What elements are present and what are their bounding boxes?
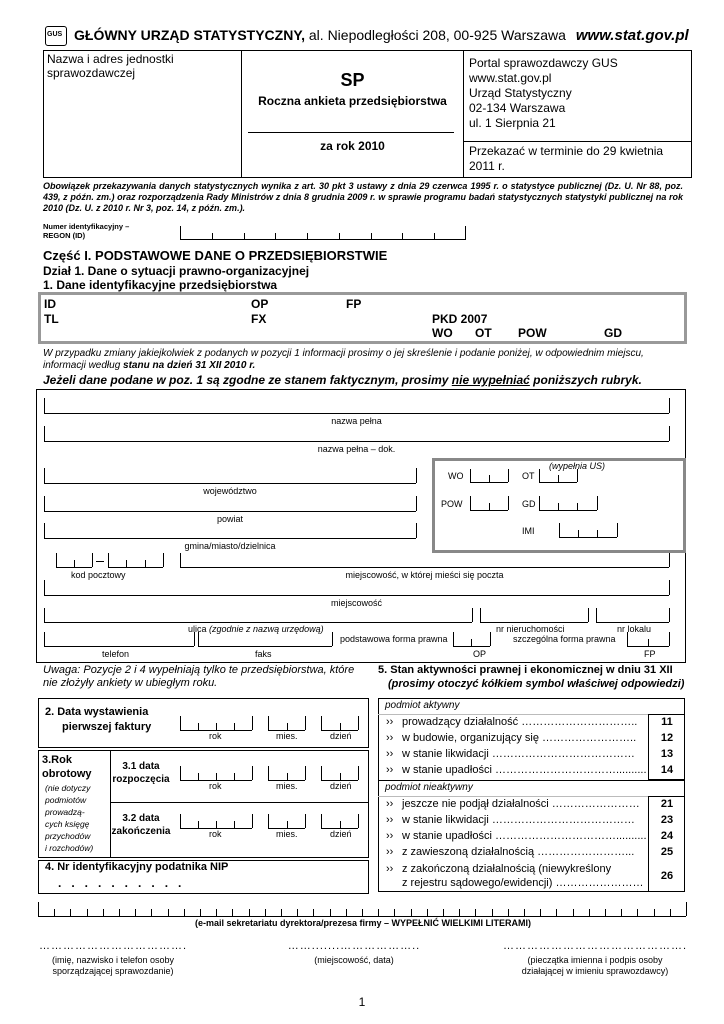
postal-code-label: kod pocztowy (71, 570, 126, 580)
remark-line-2: nie złożyły ankiety w ubiegłym roku. (43, 677, 218, 689)
portal-line: Urząd Statystyczny (469, 86, 572, 100)
op-code: OP (251, 297, 269, 311)
signature-reporter (500, 941, 690, 977)
bullet-icon: ›› (386, 846, 394, 858)
page-number: 1 (358, 995, 366, 1009)
flat-no-label: nr lokalu (617, 624, 652, 634)
status-option-14[interactable] (386, 764, 647, 776)
item5-sub: (prosimy otoczyć kółkiem symbol właściwej odpowiedzi) (388, 678, 685, 690)
regon-input[interactable] (180, 226, 466, 240)
status-option-24[interactable] (386, 830, 647, 842)
change-note-date: stanu na dzień 31 XII 2010 r. (120, 360, 256, 371)
portal-info (469, 56, 618, 131)
inactive-header: podmiot nieaktywny (385, 782, 473, 793)
status-label: z zawieszoną działalnością ……………………... (402, 846, 635, 858)
agree-note (43, 373, 642, 387)
bullet-icon: ›› (386, 716, 394, 728)
us-pow-label: POW (441, 499, 463, 509)
status-option-23[interactable] (386, 814, 635, 826)
status-option-21[interactable] (386, 798, 640, 810)
status-code-24[interactable]: 24 (660, 830, 674, 842)
status-label-cont: z rejestru sądowego/ewidencji) …………………… (402, 877, 644, 889)
status-option-26[interactable] (386, 862, 643, 890)
item3-note-line: (nie dotyczy (45, 783, 91, 793)
office-address: al. Niepodległości 208, 00-925 Warszawa (305, 27, 566, 43)
status-code-12[interactable]: 12 (660, 732, 674, 744)
item3-start-1: 3.1 data (122, 761, 160, 772)
status-code-11[interactable]: 11 (661, 716, 673, 728)
us-ot-label: OT (522, 471, 535, 481)
form-year: za rok 2010 (320, 139, 385, 153)
status-label: w stanie upadłości …………………………….......... (402, 830, 647, 842)
item5-title: 5. Stan aktywności prawnej i ekonomicznej w dniu 31 XII (378, 664, 673, 676)
pow-code: POW (518, 326, 547, 340)
regon-label-2: REGON (ID) (43, 231, 86, 240)
regon-label-1: Numer identyfikacyjny – (43, 222, 130, 231)
specific-form-label: szczególna forma prawna (513, 634, 616, 644)
gus-logo (45, 26, 67, 46)
bullet-icon: ›› (386, 748, 394, 760)
bullet-icon: ›› (386, 830, 394, 842)
signature-dots[interactable]: ………………………………………. (502, 940, 688, 952)
signature-preparer (38, 941, 188, 977)
item3-start-title (110, 760, 172, 786)
status-label: z zakończoną działalnością (niewykreślony (402, 863, 612, 875)
bullet-icon: ›› (386, 764, 394, 776)
gd-code: GD (604, 326, 622, 340)
change-note (43, 348, 683, 372)
portal-line: 02-134 Warszawa (469, 101, 566, 115)
portal-line: Portal sprawozdawczy GUS (469, 56, 618, 70)
fax-label: faks (255, 649, 272, 659)
status-code-13[interactable]: 13 (660, 748, 674, 760)
office-name: GŁÓWNY URZĄD STATYSTYCZNY, (74, 27, 305, 43)
fp-code: FP (346, 297, 362, 311)
item2-title-2: pierwszej faktury (62, 721, 152, 733)
office-website[interactable]: www.stat.gov.pl (575, 27, 689, 44)
status-label: w stanie likwidacji ………………………………… (402, 748, 635, 760)
status-option-11[interactable] (386, 716, 637, 728)
bullet-icon: ›› (386, 798, 394, 810)
voivodeship-label: województwo (203, 486, 257, 496)
item3-note-line: cych księgę (45, 819, 90, 829)
phone-label: telefon (102, 649, 130, 659)
street-label-text: ulica (188, 624, 207, 634)
basic-form-label: podstawowa forma prawna (340, 634, 448, 644)
email-label: (e-mail sekretariatu dyrektora/prezesa firmy – WYPEŁNIĆ WIELKIMI LITERAMI) (194, 918, 532, 928)
street-label (188, 624, 324, 634)
legal-note: Obowiązek przekazywania danych statystycznych wynika z art. 30 pkt 3 ustawy z dnia 29 czerwca 1995 r. o statystyce publicznej (Dz. U. Nr 88, poz. 439, z późn. zm.) oraz rozporządzenia Rady Ministrów z dnia 8 grudnia 2009 r. w sprawie programu badań statystycznych statystyki publicznej na rok 2010 (Dz. U. z 2010 r. Nr 3, poz. 14, z późn. zm.). (43, 181, 683, 213)
full-name-cont-label: nazwa pełna – dok. (317, 444, 396, 454)
us-note: (wypełnia US) (549, 461, 606, 471)
status-label: jeszcze nie podjął działalności …………………… (402, 798, 640, 810)
status-code-23[interactable]: 23 (660, 814, 674, 826)
full-name-label: nazwa pełna (331, 416, 382, 426)
section1-title: Dział 1. Dane o sytuacji prawno-organizacyjnej (43, 264, 310, 278)
status-label: w stanie likwidacji ………………………………… (402, 814, 635, 826)
agree-note-end: poniższych rubryk. (529, 373, 642, 387)
item3-start-rok: rok (209, 781, 222, 791)
regon-label (43, 222, 129, 240)
remark-line-1: Uwaga: Pozycje 2 i 4 wypełniają tylko te przedsiębiorstwa, które (43, 664, 355, 676)
post-town-label: miejscowość, w której mieści się poczta (345, 570, 504, 580)
item3-note-line: przychodów (45, 831, 91, 841)
item3-title-1: 3.Rok (42, 754, 72, 766)
item3-title (42, 753, 92, 781)
bullet-icon: ›› (386, 814, 394, 826)
change-note-text: W przypadku zmiany jakiejkolwiek z podanych w pozycji 1 informacji prosimy o jej skreślenie i podanie poniżej, w odpowiednim miejscu, informacji według (43, 348, 644, 371)
signature-label-1: (pieczątka imienna i podpis osoby (527, 955, 663, 965)
status-label: prowadzący działalność ………………………….. (402, 716, 638, 728)
wo-code: WO (432, 326, 453, 340)
item3-note-line: podmiotów (45, 795, 87, 805)
active-header: podmiot aktywny (385, 700, 460, 711)
gus-logo-text: GUS (47, 31, 63, 38)
item2-title (45, 705, 151, 735)
item3-end-1: 3.2 data (122, 813, 160, 824)
item3-title-2: obrotowy (42, 768, 92, 780)
item4-title: 4. Nr identyfikacyjny podatnika NIP (45, 861, 229, 873)
municipality-label: gmina/miasto/dzielnica (184, 541, 276, 551)
portal-line: ul. 1 Sierpnia 21 (469, 116, 556, 130)
status-code-14[interactable]: 14 (660, 764, 674, 776)
district-label: powiat (216, 514, 243, 524)
id-box (38, 292, 687, 344)
id-code: ID (44, 297, 56, 311)
us-gd-label: GD (522, 499, 536, 509)
bullet-icon: ›› (386, 732, 394, 744)
agree-note-underlined: nie wypełniać (451, 373, 530, 387)
unit-name-label: Nazwa i adres jednostki sprawozdawczej (47, 52, 174, 80)
item3-note (45, 782, 93, 854)
fx-code: FX (251, 312, 267, 326)
ot-code: OT (475, 326, 492, 340)
status-code-25[interactable]: 25 (660, 846, 674, 858)
item3-note-line: prowadzą- (45, 807, 85, 817)
item3-start-2: rozpoczęcia (112, 774, 170, 785)
item3-start-mies: mies. (276, 781, 298, 791)
bullet-icon: ›› (386, 863, 394, 875)
op-label: OP (473, 649, 487, 659)
item3-end-dzien: dzień (330, 829, 352, 839)
status-label: w stanie upadłości …………………………….......... (402, 764, 647, 776)
status-label: w budowie, organizujący się …………………….. (402, 732, 637, 744)
item2-mies: mies. (276, 731, 298, 741)
signature-dots[interactable]: …….......……………….. (287, 940, 421, 952)
status-option-25[interactable] (386, 846, 634, 858)
item3-end-rok: rok (209, 829, 222, 839)
form-title: Roczna ankieta przedsiębiorstwa (258, 94, 447, 108)
us-wo-label: WO (448, 471, 464, 481)
deadline: Przekazać w terminie do 29 kwietnia 2011 r. (469, 144, 664, 173)
item3-note-line: i rozchodów) (45, 843, 94, 853)
header-line (74, 27, 689, 44)
agree-note-text: Jeżeli dane podane w poz. 1 są zgodne ze stanem faktycznym, prosimy (43, 373, 452, 387)
part1-title: Część I. PODSTAWOWE DANE O PRZEDSIĘBIORSTWIE (43, 248, 388, 263)
status-option-12[interactable] (386, 732, 636, 744)
item3-end-title (110, 812, 172, 838)
us-imi-label: IMI (522, 526, 535, 536)
item2-title-1: 2. Data wystawienia (45, 706, 149, 718)
signature-label-2: działającej w imieniu sprawozdawcy) (521, 966, 669, 976)
status-code-21[interactable]: 21 (660, 798, 674, 810)
fp-label: FP (644, 649, 656, 659)
item3-end-2: zakończenia (111, 826, 171, 837)
street-label-note: (zgodnie z nazwą urzędową) (209, 624, 324, 634)
town-label: miejscowość (330, 598, 382, 608)
item1-title: 1. Dane identyfikacyjne przedsiębiorstwa (43, 278, 278, 292)
portal-line: www.stat.gov.pl (469, 71, 552, 85)
pkd-code: PKD 2007 (432, 312, 488, 326)
item2-dzien: dzień (330, 731, 352, 741)
item2-rok: rok (209, 731, 222, 741)
tl-code: TL (44, 312, 59, 326)
signature-label-2: sporządzającej sprawozdanie) (52, 966, 174, 976)
remark (43, 664, 354, 690)
status-option-13[interactable] (386, 748, 635, 760)
status-code-26[interactable]: 26 (660, 870, 674, 882)
nip-input[interactable]: . . . . . . . . . . (58, 876, 182, 890)
item3-start-dzien: dzień (330, 781, 352, 791)
form-code: SP (340, 70, 365, 90)
house-no-label: nr nieruchomości (496, 624, 565, 634)
signature-place-date (284, 941, 424, 966)
signature-label-1: (miejscowość, data) (314, 955, 394, 965)
signature-dots[interactable]: ………………………………. (38, 940, 188, 952)
item3-end-mies: mies. (276, 829, 298, 839)
signature-label-1: (imię, nazwisko i telefon osoby (51, 955, 175, 965)
